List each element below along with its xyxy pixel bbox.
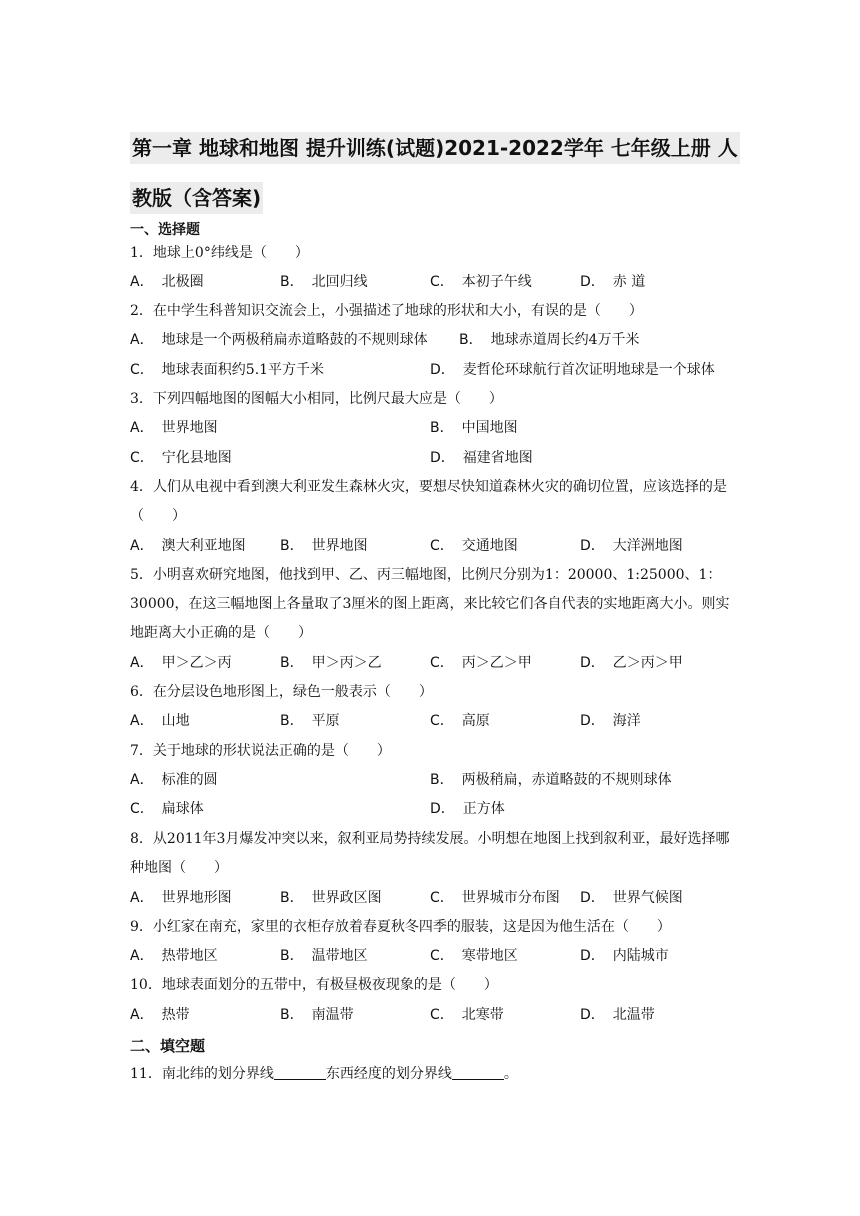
option-d: D． 世界气候图 bbox=[580, 890, 683, 906]
option-d: D． 乙＞丙＞甲 bbox=[580, 655, 683, 671]
question-7-options-row2 bbox=[130, 795, 740, 824]
option-c: C． 丙＞乙＞甲 bbox=[430, 655, 532, 671]
question-6-options bbox=[130, 707, 740, 736]
question-1-stem: 1．地球上0°纬线是（ ） bbox=[130, 245, 309, 261]
document-title bbox=[130, 122, 738, 226]
option-a: A． 地球是一个两极稍扁赤道略鼓的不规则球体 bbox=[130, 332, 428, 348]
option-a: A． 标准的圆 bbox=[130, 772, 218, 788]
option-b: B． 世界地图 bbox=[280, 538, 368, 554]
question-2-options-row1 bbox=[130, 326, 740, 355]
option-d: D． 麦哲伦环球航行首次证明地球是一个球体 bbox=[430, 362, 715, 378]
option-b: B． 两极稍扁，赤道略鼓的不规则球体 bbox=[430, 772, 672, 788]
option-c: C． 寒带地区 bbox=[430, 948, 518, 964]
question-9-stem: 9．小红家在南充，家里的衣柜存放着春夏秋冬四季的服装，这是因为他生活在（ ） bbox=[130, 919, 671, 935]
option-b: B． 世界政区图 bbox=[280, 890, 382, 906]
option-a: A． 甲＞乙＞丙 bbox=[130, 655, 232, 671]
title-line-1: 第一章 地球和地图 提升训练(试题)2021-2022学年 七年级上册 人 bbox=[130, 132, 740, 164]
option-b: B． 中国地图 bbox=[430, 420, 518, 436]
option-a: A． 澳大利亚地图 bbox=[130, 538, 246, 554]
option-a: A． 世界地形图 bbox=[130, 890, 232, 906]
question-3-options-row1 bbox=[130, 414, 740, 443]
option-b: B． 平原 bbox=[280, 713, 340, 729]
option-b: B． 南温带 bbox=[280, 1007, 354, 1023]
option-d: D． 福建省地图 bbox=[430, 450, 533, 466]
question-4-stem: 4．人们从电视中看到澳大利亚发生森林火灾，要想尽快知道森林火灾的确切位置，应该选择的是（ ） bbox=[130, 479, 727, 524]
question-11: 11．南北纬的划分界线 东西经度的划分界线 。 bbox=[130, 1066, 518, 1082]
question-7-options-row1 bbox=[130, 766, 740, 795]
option-d: D． 赤 道 bbox=[580, 274, 646, 290]
answer-blank bbox=[452, 1065, 504, 1080]
question-10-stem: 10．地球表面划分的五带中，有极昼极夜现象的是（ ） bbox=[130, 977, 498, 993]
option-c: C． 扁球体 bbox=[130, 801, 204, 817]
question-5-stem: 5．小明喜欢研究地图，他找到甲、乙、丙三幅地图，比例尺分别为1：20000、1:25000、1：30000，在这三幅地图上各量取了3厘米的图上距离，来比较它们各自代表的实地距离大小。则实地距离大小正确的是（ ） bbox=[130, 567, 730, 641]
option-d: D． 海洋 bbox=[580, 713, 641, 729]
option-c: C． 高原 bbox=[430, 713, 490, 729]
question-6-stem: 6．在分层设色地形图上，绿色一般表示（ ） bbox=[130, 684, 433, 700]
option-c: C． 宁化县地图 bbox=[130, 450, 232, 466]
option-a: A． 山地 bbox=[130, 713, 190, 729]
option-b: B． 北回归线 bbox=[280, 274, 368, 290]
question-2-options-row2 bbox=[130, 356, 740, 385]
option-c: C． 世界城市分布图 bbox=[430, 890, 560, 906]
option-b: B． 地球赤道周长约4万千米 bbox=[459, 332, 640, 348]
question-8-stem: 8．从2011年3月爆发冲突以来，叙利亚局势持续发展。小明想在地图上找到叙利亚，最好选择哪种地图（ ） bbox=[130, 831, 730, 876]
option-a: A． 世界地图 bbox=[130, 420, 218, 436]
question-7-stem: 7．关于地球的形状说法正确的是（ ） bbox=[130, 743, 391, 759]
question-3-stem: 3．下列四幅地图的图幅大小相同，比例尺最大应是（ ） bbox=[130, 391, 503, 407]
title-line-2: 教版（含答案) bbox=[130, 182, 263, 214]
option-c: C． 交通地图 bbox=[430, 538, 518, 554]
section-heading-fill: 二、填空题 bbox=[130, 1037, 206, 1055]
option-b: B． 温带地区 bbox=[280, 948, 368, 964]
option-c: C． 北寒带 bbox=[430, 1007, 504, 1023]
question-5-options bbox=[130, 649, 740, 678]
question-10-options bbox=[130, 1001, 740, 1030]
answer-blank bbox=[274, 1065, 326, 1080]
option-a: A． 热带地区 bbox=[130, 948, 218, 964]
option-b: B． 甲＞丙＞乙 bbox=[280, 655, 382, 671]
question-9-options bbox=[130, 942, 740, 971]
option-c: C． 地球表面积约5.1平方千米 bbox=[130, 362, 325, 378]
option-d: D． 大洋洲地图 bbox=[580, 538, 683, 554]
question-3-options-row2 bbox=[130, 444, 740, 473]
option-a: A． 热带 bbox=[130, 1007, 190, 1023]
question-1-options bbox=[130, 268, 740, 297]
question-4-options bbox=[130, 532, 740, 561]
option-d: D． 内陆城市 bbox=[580, 948, 669, 964]
option-c: C． 本初子午线 bbox=[430, 274, 532, 290]
section-heading-choice: 一、选择题 bbox=[130, 222, 200, 238]
option-d: D． 北温带 bbox=[580, 1007, 655, 1023]
question-8-options bbox=[130, 884, 740, 913]
question-2-stem: 2．在中学生科普知识交流会上，小强描述了地球的形状和大小，有误的是（ ） bbox=[130, 303, 643, 319]
option-d: D． 正方体 bbox=[430, 801, 505, 817]
option-a: A． 北极圈 bbox=[130, 274, 204, 290]
